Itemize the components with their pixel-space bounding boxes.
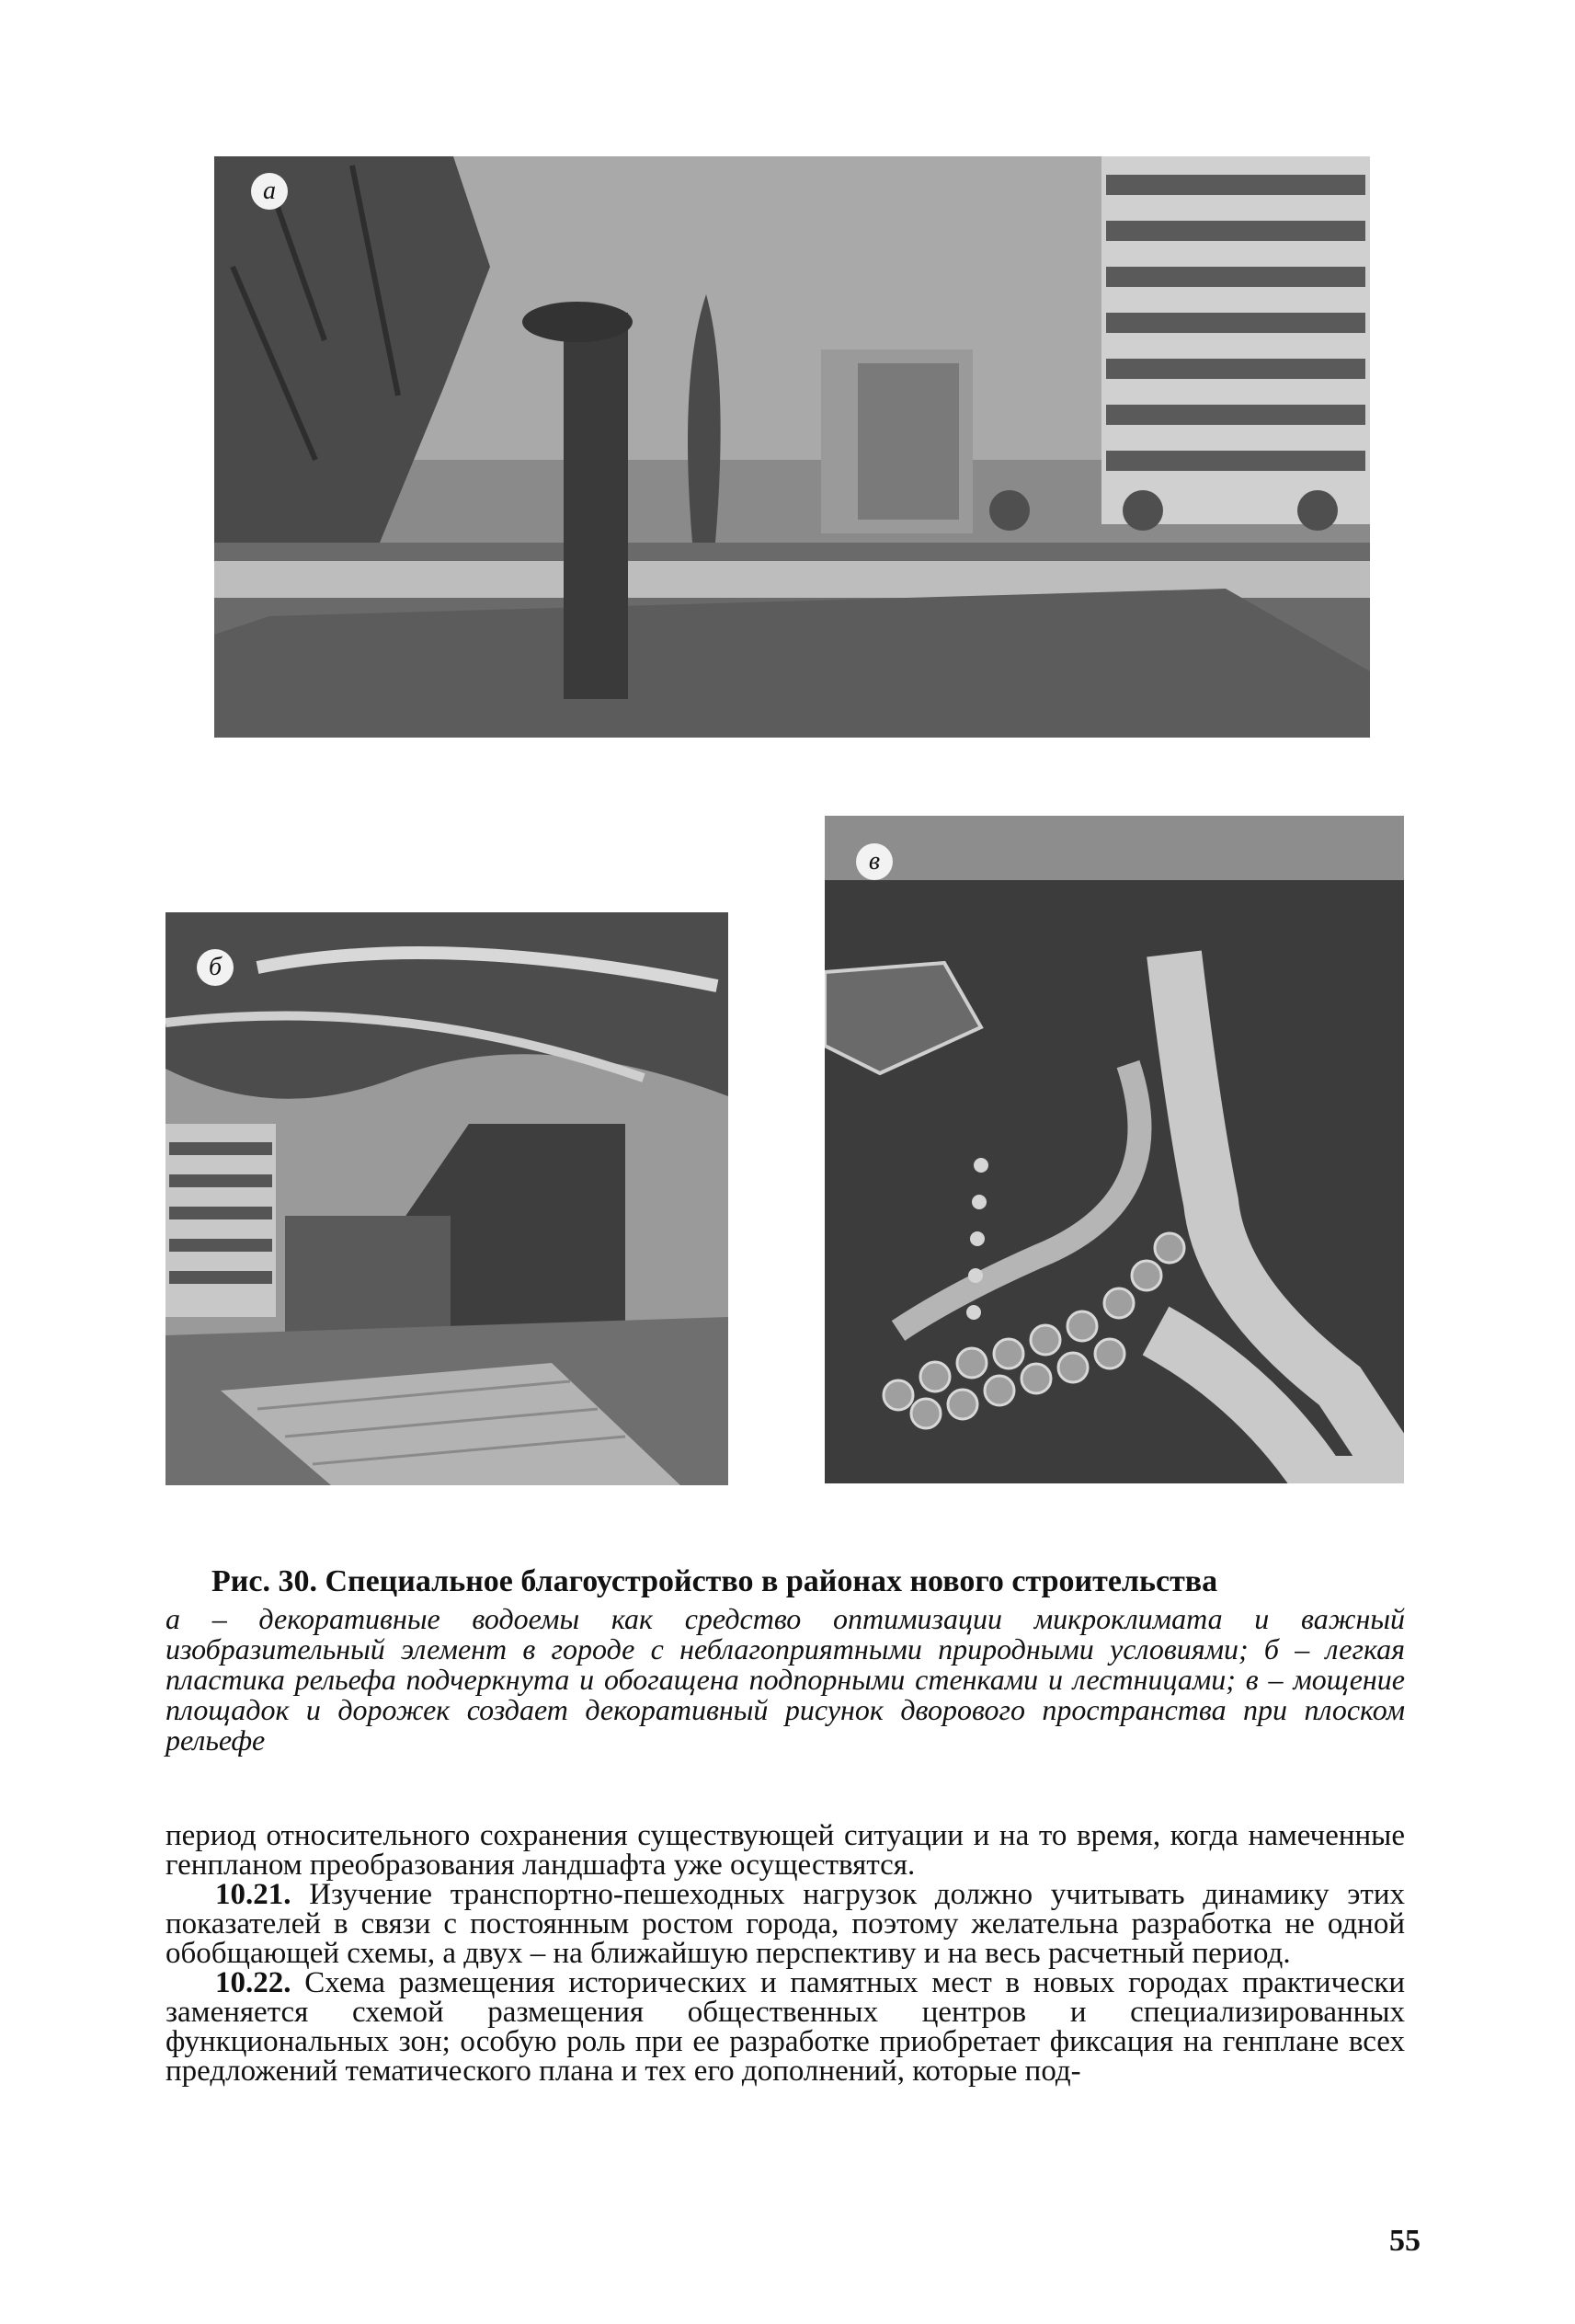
photo-a-decorative-pool [214,156,1370,738]
photo-a-label: а [251,173,288,210]
paragraph-10-22-text: Схема размещения исторических и памятных мест в новых городах практически заменяется схемой размещения общественных центров и специализированных функциональных зон; особую роль при ее разработке приобретает фиксация на генплане всех предложений тематического плана и тех его дополнений, которые под- [165,1966,1406,2088]
photo-b-label: б [197,949,234,986]
paragraph-10-22-number: 10.22. [215,1966,291,1999]
photo-a-image [214,156,1370,738]
paragraph-10-21-number: 10.21. [215,1878,291,1911]
photo-v-label: в [856,843,893,880]
photo-v-image [825,816,1404,1483]
paragraph-10-21-text: Изучение транспортно-пешеходных нагрузок должно учитывать динамику этих показателей в связи с постоянным ростом города, поэтому желательна разработка не одной обобщающей схемы, а двух – на ближайшую перспективу и на весь расчетный период. [165,1878,1405,1970]
body-text [165,1821,1405,2086]
paragraph-10-21 [165,1880,1405,1968]
paragraph-10-22 [165,1968,1405,2086]
photo-b-image [165,912,728,1485]
paragraph-continuation: период относительного сохранения существующей ситуации и на то время, когда намеченные генпланом преобразования ландшафта уже осуществятся. [165,1819,1405,1882]
caption-description: а – декоративные водоемы как средство оптимизации микроклимата и важный изобразительный элемент в городе с неблагоприятными природными условиями; б – легкая пластика рельефа подчеркнута и обогащена подпорными стенками и лестницами; в – мощение площадок и дорожек создает декоративный рисунок дворового пространства при плоском рельефе [165,1602,1405,1757]
caption-title: Рис. 30. Специальное благоустройство в районах нового строительства [211,1564,1218,1598]
page-number: 55 [1389,2224,1421,2258]
photo-b-relief-terraces [165,912,728,1485]
figure-caption [165,1563,1405,1756]
photo-v-paving-pattern [825,816,1404,1483]
